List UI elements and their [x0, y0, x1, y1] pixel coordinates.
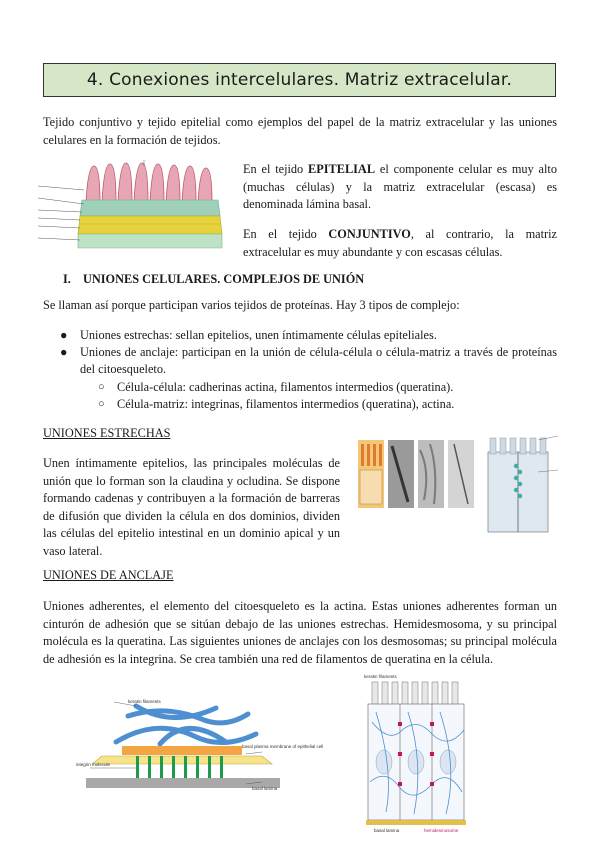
tight-junction-diagram — [478, 432, 560, 538]
section-heading — [63, 272, 364, 287]
hemidesmosome-figure — [76, 694, 324, 810]
estrechas-heading: UNIONES ESTRECHAS — [43, 426, 171, 440]
list-item: ● Uniones estrechas: sellan epitelios, unen íntimamente células epiteliales. — [60, 328, 437, 342]
title-box — [43, 63, 556, 97]
epitelial-paragraph: En el tejido EPITELIAL el componente celular es muy alto (muchas células) y la matriz extracelular (escasa) es denominada lámina basal. — [243, 162, 557, 212]
sub-list-item: ○ Célula-matriz: integrinas, filamentos intermedios (queratina), actina. — [98, 396, 455, 411]
desmo-top-label: keratin filaments — [364, 674, 397, 679]
hemi-integrin-label: integrin molecule — [76, 762, 111, 767]
page-title: 4. Conexiones intercelulares. Matriz extracelular. — [86, 70, 513, 90]
desmo-hemi-label: hemidesmosome — [424, 828, 459, 833]
complex-intro-paragraph: Se llaman así porque participan varios tejidos de proteínas. Hay 3 tipos de complejo: — [43, 298, 460, 312]
intro-paragraph: Tejido conjuntivo y tejido epitelial como ejemplos del papel de la matriz extracelular y las uniones celulares en la formación de tejidos. — [43, 115, 557, 147]
desmosome-network-figure — [364, 672, 474, 834]
hemi-plasma-label: basal plasma membrane of epithelial cell — [242, 744, 324, 749]
hemi-filaments-label: keratin filaments — [128, 699, 161, 704]
list-item: ● Uniones de anclaje: participan en la unión de célula-célula o célula-matriz a través de proteínas del citoesqueleto. ○ Célula-célula: cadherinas actina, filamentos intermedios (queratina). ○ Célula-matriz: integrinas, filamentos intermedios (queratina), actina. — [43, 344, 557, 413]
tight-junction-micrographs — [358, 440, 476, 508]
epithelium-figure — [34, 158, 234, 262]
section-number: I. — [63, 272, 71, 286]
conjuntivo-keyword: CONJUNTIVO — [328, 227, 411, 241]
complex-types-list — [43, 327, 557, 413]
epitelial-keyword: EPITELIAL — [308, 162, 376, 176]
desmo-basal-label: basal lamina — [374, 828, 400, 833]
anclaje-sublist — [80, 379, 557, 413]
anclaje-paragraph: Uniones adherentes, el elemento del citoesqueleto es la actina. Estas uniones adherentes forman un cinturón de adhesión que se sitúan debajo de las uniones estrechas. Hemidesmosoma, y su principal molécula es la queratina. Las siguientes uniones de anclajes con los desmosomas; su principal molécula de adhesión es la integrina. Se crea también una red de filamentos de queratina en la célula. — [43, 599, 557, 666]
estrechas-paragraph: Unen íntimamente epitelios, las principales moléculas de unión que lo forman son la claudina y ocludina. Se dispone formando cadenas y contribuyen a la formación de barreras de difusión que dividen la célula en dos dominios, dividen las células del epitelio intestinal en un dominio apical y un vaso lateral. — [43, 456, 340, 558]
sub-list-item: ○ Célula-célula: cadherinas actina, filamentos intermedios (queratina). — [98, 379, 454, 394]
anclaje-heading: UNIONES DE ANCLAJE — [43, 568, 174, 582]
section-title: UNIONES CELULARES. COMPLEJOS DE UNIÓN — [83, 272, 365, 286]
hemi-lamina-label: basal lamina — [252, 786, 278, 791]
conjuntivo-paragraph: En el tejido CONJUNTIVO, al contrario, la matriz extracelular es muy abundante y con escasas células. — [243, 227, 557, 259]
